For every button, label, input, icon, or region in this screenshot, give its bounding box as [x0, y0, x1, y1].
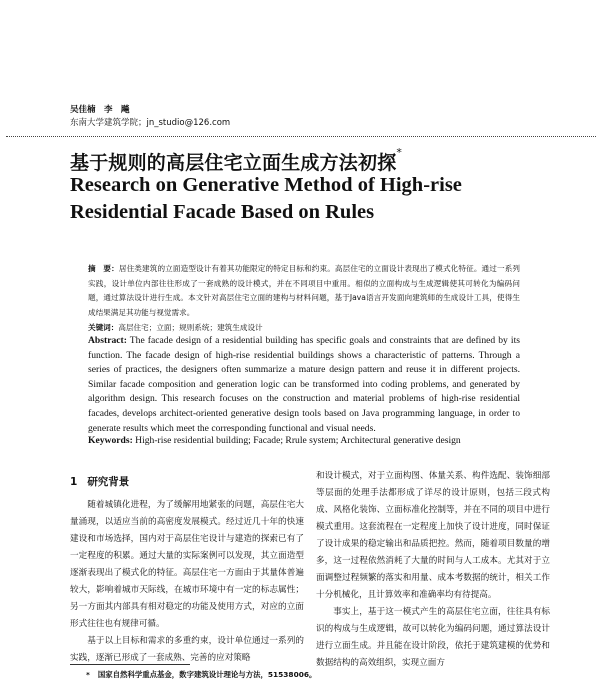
section-title: 研究背景 [87, 476, 130, 488]
paragraph: 随着城镇化进程，为了缓解用地紧张的问题，高层住宅大量涌现，以适应当前的高密度发展模式。经过近几十年的快速建设和市场选择，国内对于高层住宅设计与建造的探索已有了一定程度的积累。通过大量的实际案例可以发现，其立面造型逐渐表现出了模式化的特征。高层住宅一方面由于其量体普遍较大，影响着城市天际线，在城市环境中有一定的标志属性；另一方面其内部具有相对稳定的功能及使用方式，对应的立面形式往往也有规律可循。 [70, 500, 304, 629]
author-affiliation: 东南大学建筑学院；jn_studio@126.com [70, 118, 231, 128]
keywords-english [88, 434, 520, 448]
footnote [86, 669, 316, 680]
footnote-marker: * [86, 670, 90, 679]
paragraph: 和设计模式，对于立面构图、体量关系、构件选配、装饰细部等层面的处理手法都形成了详尽的设计原则，包括三段式构成、风格化装饰、立面标准化控制等，并在不同的项目中进行模式重用。这套流程在一定程度上加快了设计进度，同时保证了设计成果的稳定输出和品质把控。然而，随着项目数量的增多，这一过程依然消耗了大量的时间与人工成本。尤其对于立面调整过程频繁的落实和用量、成本考数据的统计，相关工作十分机械化，且计算效率和准确率均有待提高。 [316, 471, 550, 600]
footnote-rule [70, 664, 190, 665]
abstract-english [88, 334, 520, 436]
body-column-right [316, 468, 550, 672]
abstract-chinese [88, 262, 520, 320]
title-english: Research on Generative Method of High-rise Residential Facade Based on Rules [70, 174, 462, 223]
footnote-text: 国家自然科学重点基金，数字建筑设计理论与方法，51538006。 [97, 670, 317, 679]
author-names: 吴佳楠 李 飚 [70, 105, 130, 115]
keywords-chinese-text: 高层住宅；立面；规则系统；建筑生成设计 [118, 323, 263, 332]
abstract-chinese-label: 摘 要： [88, 264, 119, 273]
section-heading [70, 474, 304, 491]
keywords-chinese [88, 321, 520, 335]
paragraph: 事实上，基于这一模式产生的高层住宅立面，往往具有标识的构成与生成逻辑，故可以转化为编码问题，通过算法设计进行立面生成。并且能在设计阶段，依托于建筑建模的优势和数据结构的高效组织，实现立面方 [316, 607, 550, 668]
abstract-english-label: Abstract: [88, 335, 127, 346]
title-chinese [70, 148, 402, 175]
paragraph: 基于以上目标和需求的多重约束，设计单位通过一系列的实践，逐渐已形成了一套成熟、完善的应对策略 [70, 636, 304, 663]
title-chinese-text: 基于规则的高层住宅立面生成方法初探 [70, 152, 397, 174]
keywords-chinese-label: 关键词： [88, 323, 119, 332]
abstract-english-text: The facade design of a residential building has specific goals and constraints that are defined by its function. The facade design of high-rise residential buildings shows a characteristic of patterns. Through a series of practices, the designers often summarize a mature design pattern and reuse it in different projects. Similar facade composition and generation logic can be transformed into coding problems, and generated by algorithm design. This research focuses on the construction and material problems of high-rise residential facades, develops architect-oriented generative design tools based on Java programming language, in order to generate results which meet the corresponding functional and visual needs. [88, 335, 520, 434]
author-block [70, 104, 230, 130]
abstract-chinese-text: 居住类建筑的立面造型设计有着其功能限定的特定目标和约束。高层住宅的立面设计表现出了模式化特征。通过一系列实践，设计单位内部往往形成了一套成熟的设计模式，并在不同项目中重用。相似的立面构成与生成逻辑使其可转化为编码问题，通过算法设计进行生成。本文针对高层住宅立面的建构与材料问题，基于Java语言开发面向建筑师的生成设计工具，使得生成结果满足其功能与视觉需求。 [88, 264, 521, 317]
title-footnote-marker: * [396, 146, 403, 159]
body-column-left [70, 468, 304, 667]
keywords-english-text: High-rise residential building; Facade; Rrule system; Architectural generative design [132, 435, 461, 446]
header-divider [6, 136, 596, 139]
section-number: 1 [70, 476, 78, 488]
keywords-english-label: Keywords: [88, 435, 133, 446]
